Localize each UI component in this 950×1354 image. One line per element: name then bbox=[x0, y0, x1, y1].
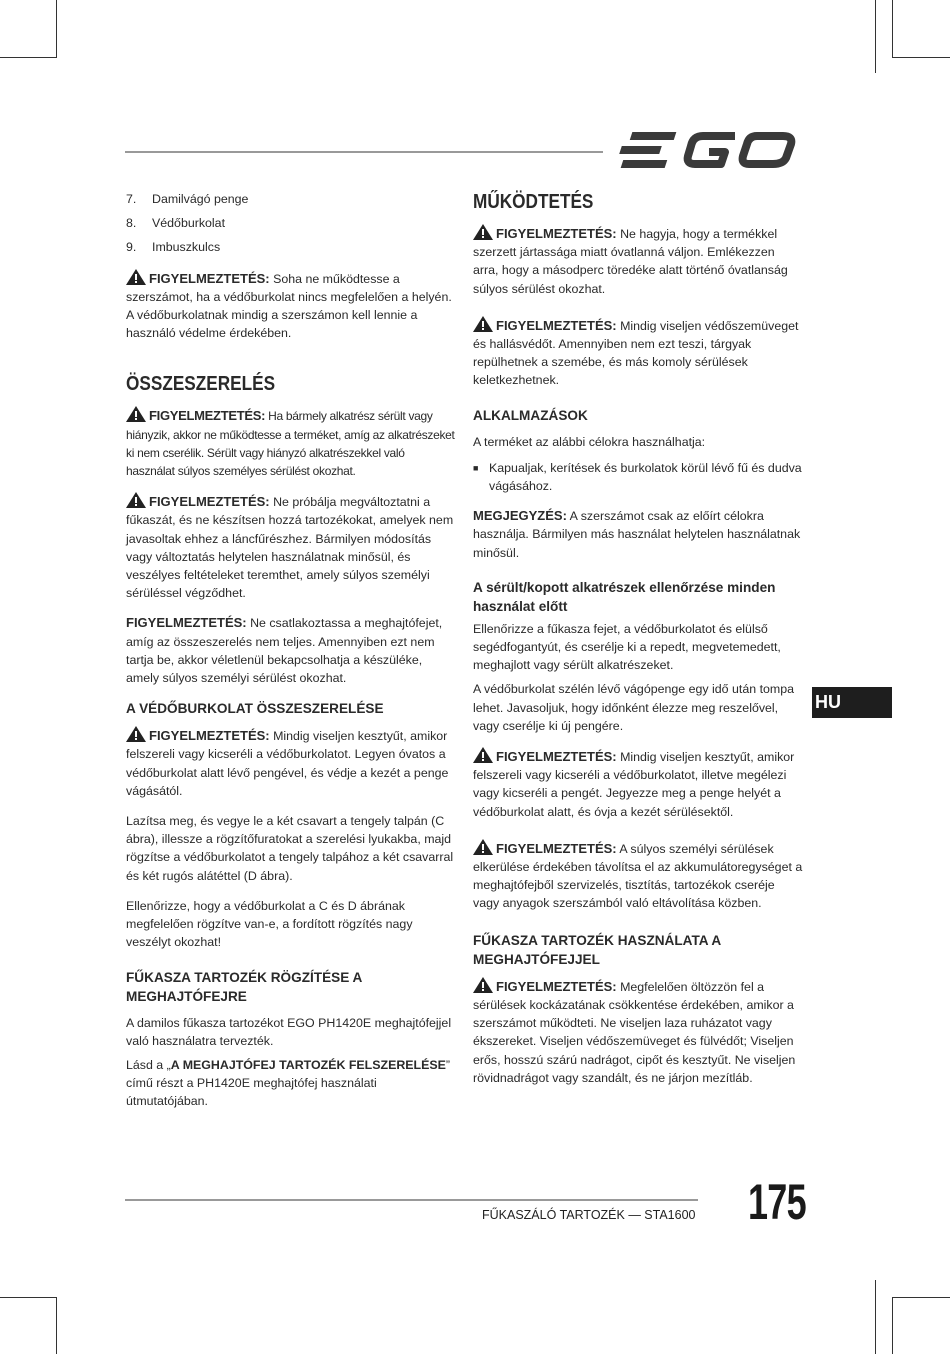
section-heading-assembly: ÖSSZESZERELÉS bbox=[126, 373, 276, 396]
warning-text: Megfelelően öltözzön fel a sérülések kockázatának csökkentése érdekében, amikor a szerszámot működteti. Ne viseljen laza ruházatot vagy ékszereket. Viseljen védőszemüveget és fülvédőt; Viseljen erős, hosszú szárú nadrágot, cipőt és kesztyűt. Ne viseljen rövidnadrágot vagy szandált, és ne járjon mezítláb. bbox=[473, 979, 796, 1085]
warning-label: FIGYELMEZTETÉS: bbox=[496, 749, 617, 765]
warning-paragraph bbox=[473, 747, 803, 821]
warning-label: FIGYELMEZTETÉS: bbox=[496, 978, 617, 994]
warning-paragraph bbox=[126, 492, 456, 602]
ego-logo bbox=[617, 130, 799, 170]
bullet-text: Kapualjak, kerítések és burkolatok körül lévő fű és dudva vágásához. bbox=[489, 460, 802, 494]
warning-label: FIGYELMEZTETÉS: bbox=[496, 226, 617, 241]
left-column bbox=[126, 190, 456, 1123]
warning-paragraph bbox=[473, 316, 803, 390]
warning-label: FIGYELMEZTETÉS: bbox=[149, 408, 266, 424]
warning-text: Mindig viseljen kesztyűt, amikor felszereli vagy kicseréli a védőburkolatot, illetve megélezi vagy kicseréli a pengét. Jegyezze meg a penge helyét a védőburkolat alatt, és óvja a kezét sérülésektől. bbox=[473, 750, 795, 819]
footer-text: FŰKASZÁLÓ TARTOZÉK — STA1600 bbox=[482, 1208, 696, 1222]
crop-mark bbox=[892, 1297, 893, 1354]
warning-text: Mindig viseljen kesztyűt, amikor felszereli vagy kicseréli a védőburkolatot. Legyen óvatos a védőburkolat alatt lévő pengével, és védje a kezét a penge vágásától. bbox=[126, 729, 449, 798]
crop-mark bbox=[56, 1297, 57, 1354]
crop-mark bbox=[0, 1297, 57, 1298]
bullet-item bbox=[473, 459, 803, 495]
list-item bbox=[126, 214, 456, 232]
list-text: Védőburkolat bbox=[152, 216, 226, 231]
reference-prefix: Lásd a „ bbox=[126, 1057, 171, 1072]
crop-mark bbox=[875, 1280, 876, 1354]
note-text: A szerszámot csak az előírt célokra használja. Bármilyen más használat helytelen használatnak minősül. bbox=[473, 509, 801, 560]
body-paragraph: A damilos fűkasza tartozékot EGO PH1420E meghajtófejjel való használatra tervezték. bbox=[126, 1015, 452, 1048]
warning-paragraph bbox=[126, 269, 456, 343]
list-text: Damilvágó penge bbox=[152, 192, 249, 206]
warning-triangle-icon bbox=[126, 726, 146, 742]
body-paragraph: Ellenőrizze, hogy a védőburkolat a C és D ábrának megfelelően rögzítve van-e, a fordított rögzítés nagy veszélyt okozhat! bbox=[126, 898, 413, 950]
warning-paragraph bbox=[126, 726, 456, 800]
warning-label: FIGYELMEZTETÉS: bbox=[149, 728, 270, 744]
crop-mark bbox=[875, 0, 876, 73]
footer-rule bbox=[125, 1199, 698, 1201]
list-number: 8. bbox=[126, 216, 137, 231]
subheading-attach: FŰKASZA TARTOZÉK RÖGZÍTÉSE A MEGHAJTÓFEJRE bbox=[126, 969, 362, 1004]
body-paragraph: Ellenőrizze a fűkasza fejet, a védőburkolatot és elülső segédfogantyút, és cserélje ki a repedt, megvetemedett, meghajlott vagy sérült alkatrészeket. bbox=[473, 621, 781, 673]
page-number: 175 bbox=[748, 1174, 806, 1230]
warning-text: Ne hagyja, hogy a termékkel szerzett jártassága miatt óvatlanná váljon. Emlékezzen arra, hogy a másodperc töredéke alatt történő óvatlanság súlyos sérülést okozhat. bbox=[473, 227, 788, 296]
crop-mark bbox=[892, 1297, 950, 1298]
warning-paragraph bbox=[473, 977, 803, 1087]
body-paragraph: A terméket az alábbi célokra használhatja: bbox=[473, 434, 706, 449]
warning-triangle-icon bbox=[473, 977, 493, 993]
list-item bbox=[126, 190, 456, 208]
list-text: Imbuszkulcs bbox=[152, 240, 221, 255]
warning-triangle-icon bbox=[126, 269, 146, 285]
warning-triangle-icon bbox=[473, 224, 493, 240]
reference-suffix: ” című részt a PH1420E meghajtófej használati útmutatójában. bbox=[126, 1057, 451, 1109]
list-item bbox=[126, 238, 456, 256]
warning-label: FIGYELMEZTETÉS: bbox=[149, 270, 270, 286]
language-tab: HU bbox=[812, 687, 892, 718]
subheading-usage: FŰKASZA TARTOZÉK HASZNÁLATA A MEGHAJTÓFEJJEL bbox=[473, 932, 721, 967]
warning-triangle-icon bbox=[473, 747, 493, 763]
crop-mark bbox=[892, 0, 893, 57]
warning-label: FIGYELMEZTETÉS: bbox=[496, 840, 617, 856]
warning-triangle-icon bbox=[126, 492, 146, 508]
body-paragraph-reference bbox=[126, 1056, 456, 1111]
warning-text: A súlyos személyi sérülések elkerülése érdekében távolítsa el az akkumulátoregységet a meghajtófejből szervizelés, tisztítás, tartozékok cseréje vagy anyagok szerszámból való eltávolítása közben. bbox=[473, 841, 803, 911]
note-paragraph bbox=[473, 507, 803, 562]
subheading-inspection: A sérült/kopott alkatrészek ellenőrzése minden használat előtt bbox=[473, 579, 776, 614]
warning-paragraph bbox=[126, 614, 456, 687]
warning-paragraph bbox=[473, 224, 803, 298]
warning-paragraph bbox=[126, 406, 456, 480]
crop-mark bbox=[892, 57, 950, 58]
reference-title: A MEGHAJTÓFEJ TARTOZÉK FELSZERELÉSE bbox=[170, 1057, 446, 1072]
warning-triangle-icon bbox=[473, 839, 493, 855]
note-label: MEGJEGYZÉS: bbox=[473, 508, 567, 524]
warning-text: Soha ne működtesse a szerszámot, ha a védőburkolat nincs megfelelően a helyén. A védőburkolatnak mindig a szerszámon kell lennie a használó védelme érdekében. bbox=[126, 271, 452, 341]
warning-label: FIGYELMEZTETÉS: bbox=[496, 317, 617, 333]
header-rule bbox=[125, 151, 603, 153]
subheading-applications: ALKALMAZÁSOK bbox=[473, 407, 588, 423]
warning-text: Mindig viseljen védőszemüveget és hallásvédőt. Amennyiben nem ezt teszi, tárgyak repülhetnek a szemébe, és más komoly sérülések keletkezhetnek. bbox=[473, 318, 799, 388]
bullet-square-icon: ■ bbox=[473, 462, 479, 473]
warning-label: FIGYELMEZTETÉS: bbox=[149, 494, 270, 510]
right-column bbox=[473, 190, 803, 1099]
warning-text: Ha bármely alkatrész sérült vagy hiányzik, akkor ne működtesse a terméket, amíg az alkatrészeket ki nem cserélik. Sérült vagy hiányzó alkatrészekkel való használat súlyos személyes sérülést okozhat. bbox=[126, 409, 455, 479]
body-paragraph: Lazítsa meg, és vegye le a két csavart a tengely talpán (C ábra), illessze a rögzítőfuratokat a szerelési lyukakba, majd rögzítse a védőburkolatot a tengely talpához a két csavarral és két rugós alátéttel (D ábra). bbox=[126, 814, 454, 883]
subheading-guard-assembly: A VÉDŐBURKOLAT ÖSSZESZERELÉSE bbox=[126, 701, 384, 717]
list-number: 9. bbox=[126, 240, 137, 255]
body-paragraph: A védőburkolat szélén lévő vágópenge egy idő után tompa lehet. Javasoljuk, hogy időnként élezze meg reszelővel, vagy cserélje ki új pengére. bbox=[473, 682, 795, 733]
warning-paragraph bbox=[473, 839, 803, 913]
warning-triangle-icon bbox=[126, 406, 146, 422]
warning-label: FIGYELMEZTETÉS: bbox=[126, 615, 247, 631]
section-heading-operation: MŰKÖDTETÉS bbox=[473, 191, 594, 213]
warning-triangle-icon bbox=[473, 316, 493, 332]
warning-text: Ne próbálja megváltoztatni a fűkaszát, és ne készítsen hozzá tartozékokat, amelyek nem javasoltak ehhez a láncfűrészhez. Bármilyen módosítás vagy változtatás helytelen használatnak minősül, és veszélyes feltételeket teremthet, amely súlyos személyi sérüléssel végződhet. bbox=[126, 495, 454, 601]
crop-mark bbox=[0, 57, 57, 58]
warning-text: Ne csatlakoztassa a meghajtófejet, amíg az összeszerelés nem teljes. Amennyiben ezt nem tartja be, akkor véletlenül bekapcsolhatja a készüléke, amely súlyos személyi sérülést okozhat. bbox=[126, 616, 443, 686]
list-number: 7. bbox=[126, 192, 137, 206]
crop-mark bbox=[56, 0, 57, 57]
